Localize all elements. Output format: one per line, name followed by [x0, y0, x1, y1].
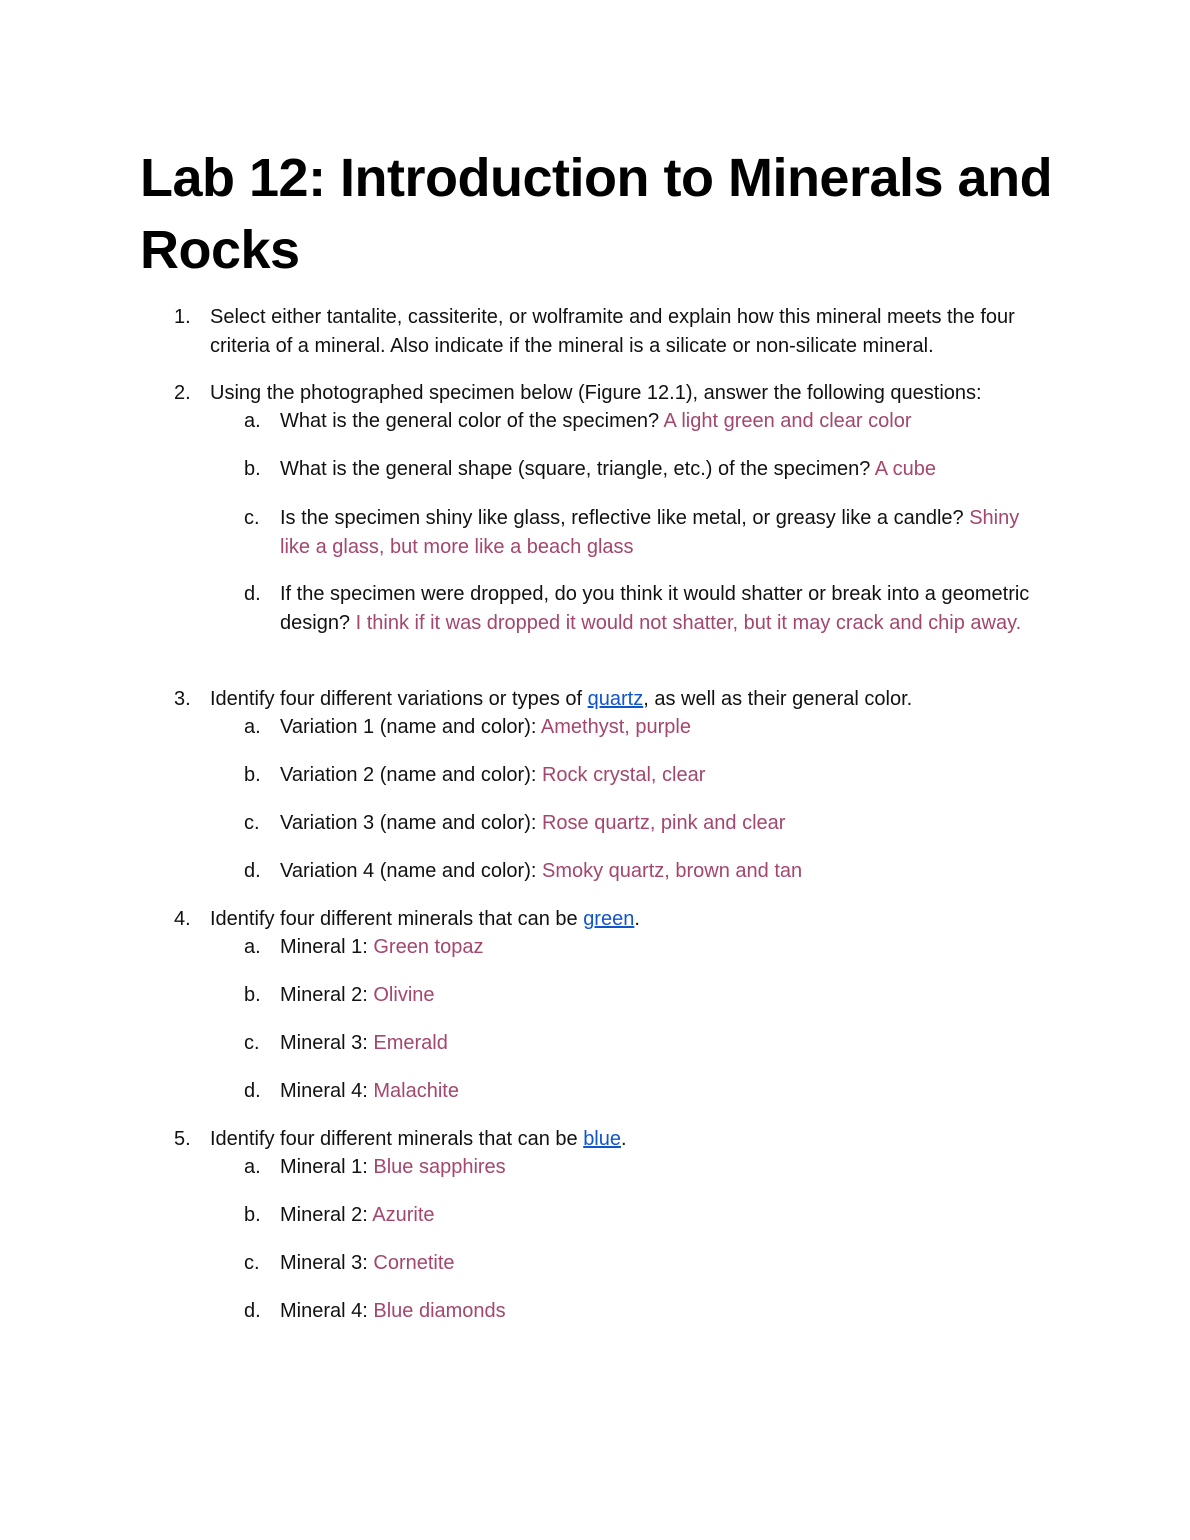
sub-letter: a. — [244, 936, 261, 958]
answer-text: Blue diamonds — [373, 1300, 506, 1322]
sub-prompt: Mineral 1: — [280, 1156, 374, 1178]
blue-link[interactable]: blue — [583, 1128, 621, 1150]
sub-letter: b. — [244, 458, 261, 480]
sub-item — [280, 504, 1050, 561]
answer-text: A light green and clear color — [663, 410, 912, 432]
sub-prompt: If the specimen were dropped, do you think it would shatter or break into a geometric design? — [280, 583, 1030, 634]
sub-item — [280, 1153, 1050, 1182]
sub-item — [280, 407, 1050, 436]
answer-text: Shiny like a glass, but more like a beach glass — [280, 507, 1020, 558]
sub-item — [280, 1297, 1050, 1326]
sub-letter: a. — [244, 410, 261, 432]
answer-text: Amethyst, purple — [540, 716, 691, 738]
sub-prompt: Mineral 4: — [280, 1300, 374, 1322]
sub-item — [280, 933, 1050, 962]
sub-letter: c. — [244, 812, 260, 834]
answer-text: Rose quartz, pink and clear — [541, 812, 786, 834]
sub-item — [280, 1201, 1050, 1230]
page-title: Lab 12: Introduction to Minerals and Rocks — [140, 148, 1053, 280]
sub-letter: a. — [244, 716, 261, 738]
sub-letter: d. — [244, 1080, 261, 1102]
question-number: 1. — [174, 306, 191, 328]
question-text: Select either tantalite, cassiterite, or wolframite and explain how this mineral meets the four criteria of a mineral. Also indicate if the mineral is a silicate or non-silicate mineral. — [210, 306, 1015, 357]
sub-letter: c. — [244, 1032, 260, 1054]
answer-text: Azurite — [372, 1204, 435, 1226]
answer-text: Malachite — [373, 1080, 459, 1102]
question-text: Identify four different minerals that can be blue. — [210, 1128, 627, 1150]
sub-item — [280, 857, 1050, 886]
answer-text: Green topaz — [373, 936, 484, 958]
sub-letter: d. — [244, 1300, 261, 1322]
sub-prompt: Variation 2 (name and color): — [280, 764, 542, 786]
sub-letter: d. — [244, 583, 261, 605]
sub-item — [280, 455, 1050, 484]
sub-prompt: Variation 3 (name and color): — [280, 812, 542, 834]
sub-prompt: Mineral 3: — [280, 1252, 374, 1274]
sub-item — [280, 981, 1050, 1010]
sub-prompt: Mineral 4: — [280, 1080, 374, 1102]
answer-text: Olivine — [373, 984, 435, 1006]
answer-text: Smoky quartz, brown and tan — [541, 860, 803, 882]
question-text: Using the photographed specimen below (Figure 12.1), answer the following questions: — [210, 382, 982, 404]
sub-prompt: Is the specimen shiny like glass, reflective like metal, or greasy like a candle? — [280, 507, 970, 529]
sub-item — [280, 1077, 1050, 1106]
sub-item — [280, 809, 1050, 838]
sub-item — [280, 713, 1050, 742]
sub-letter: b. — [244, 764, 261, 786]
answer-text: Rock crystal, clear — [541, 764, 706, 786]
answer-text: Cornetite — [373, 1252, 455, 1274]
question-text: Identify four different variations or types of quartz, as well as their general color. — [210, 688, 913, 710]
sub-prompt: Mineral 2: — [280, 1204, 373, 1226]
question-text: Identify four different minerals that can be green. — [210, 908, 640, 930]
sub-prompt: Mineral 2: — [280, 984, 374, 1006]
sub-item — [280, 761, 1050, 790]
sub-letter: c. — [244, 507, 260, 529]
answer-text: A cube — [874, 458, 936, 480]
sub-prompt: Mineral 3: — [280, 1032, 374, 1054]
answer-text: Blue sapphires — [373, 1156, 506, 1178]
sub-letter: a. — [244, 1156, 261, 1178]
quartz-link[interactable]: quartz — [587, 688, 644, 710]
sub-item — [280, 580, 1050, 637]
sub-letter: b. — [244, 984, 261, 1006]
sub-letter: d. — [244, 860, 261, 882]
question-number: 2. — [174, 382, 191, 404]
question-number: 4. — [174, 908, 191, 930]
sub-letter: b. — [244, 1204, 261, 1226]
answer-text: Emerald — [373, 1032, 448, 1054]
sub-prompt: Variation 1 (name and color): — [280, 716, 541, 738]
answer-text: I think if it was dropped it would not shatter, but it may crack and chip away. — [355, 611, 1022, 634]
sub-prompt: What is the general color of the specimen? — [280, 410, 664, 432]
question-number: 5. — [174, 1128, 191, 1150]
question-number: 3. — [174, 688, 191, 710]
sub-prompt: What is the general shape (square, triangle, etc.) of the specimen? — [280, 458, 875, 480]
sub-item — [280, 1029, 1050, 1058]
sub-prompt: Variation 4 (name and color): — [280, 860, 542, 882]
sub-letter: c. — [244, 1252, 260, 1274]
sub-prompt: Mineral 1: — [280, 936, 374, 958]
green-link[interactable]: green — [583, 908, 635, 930]
sub-item — [280, 1249, 1050, 1278]
